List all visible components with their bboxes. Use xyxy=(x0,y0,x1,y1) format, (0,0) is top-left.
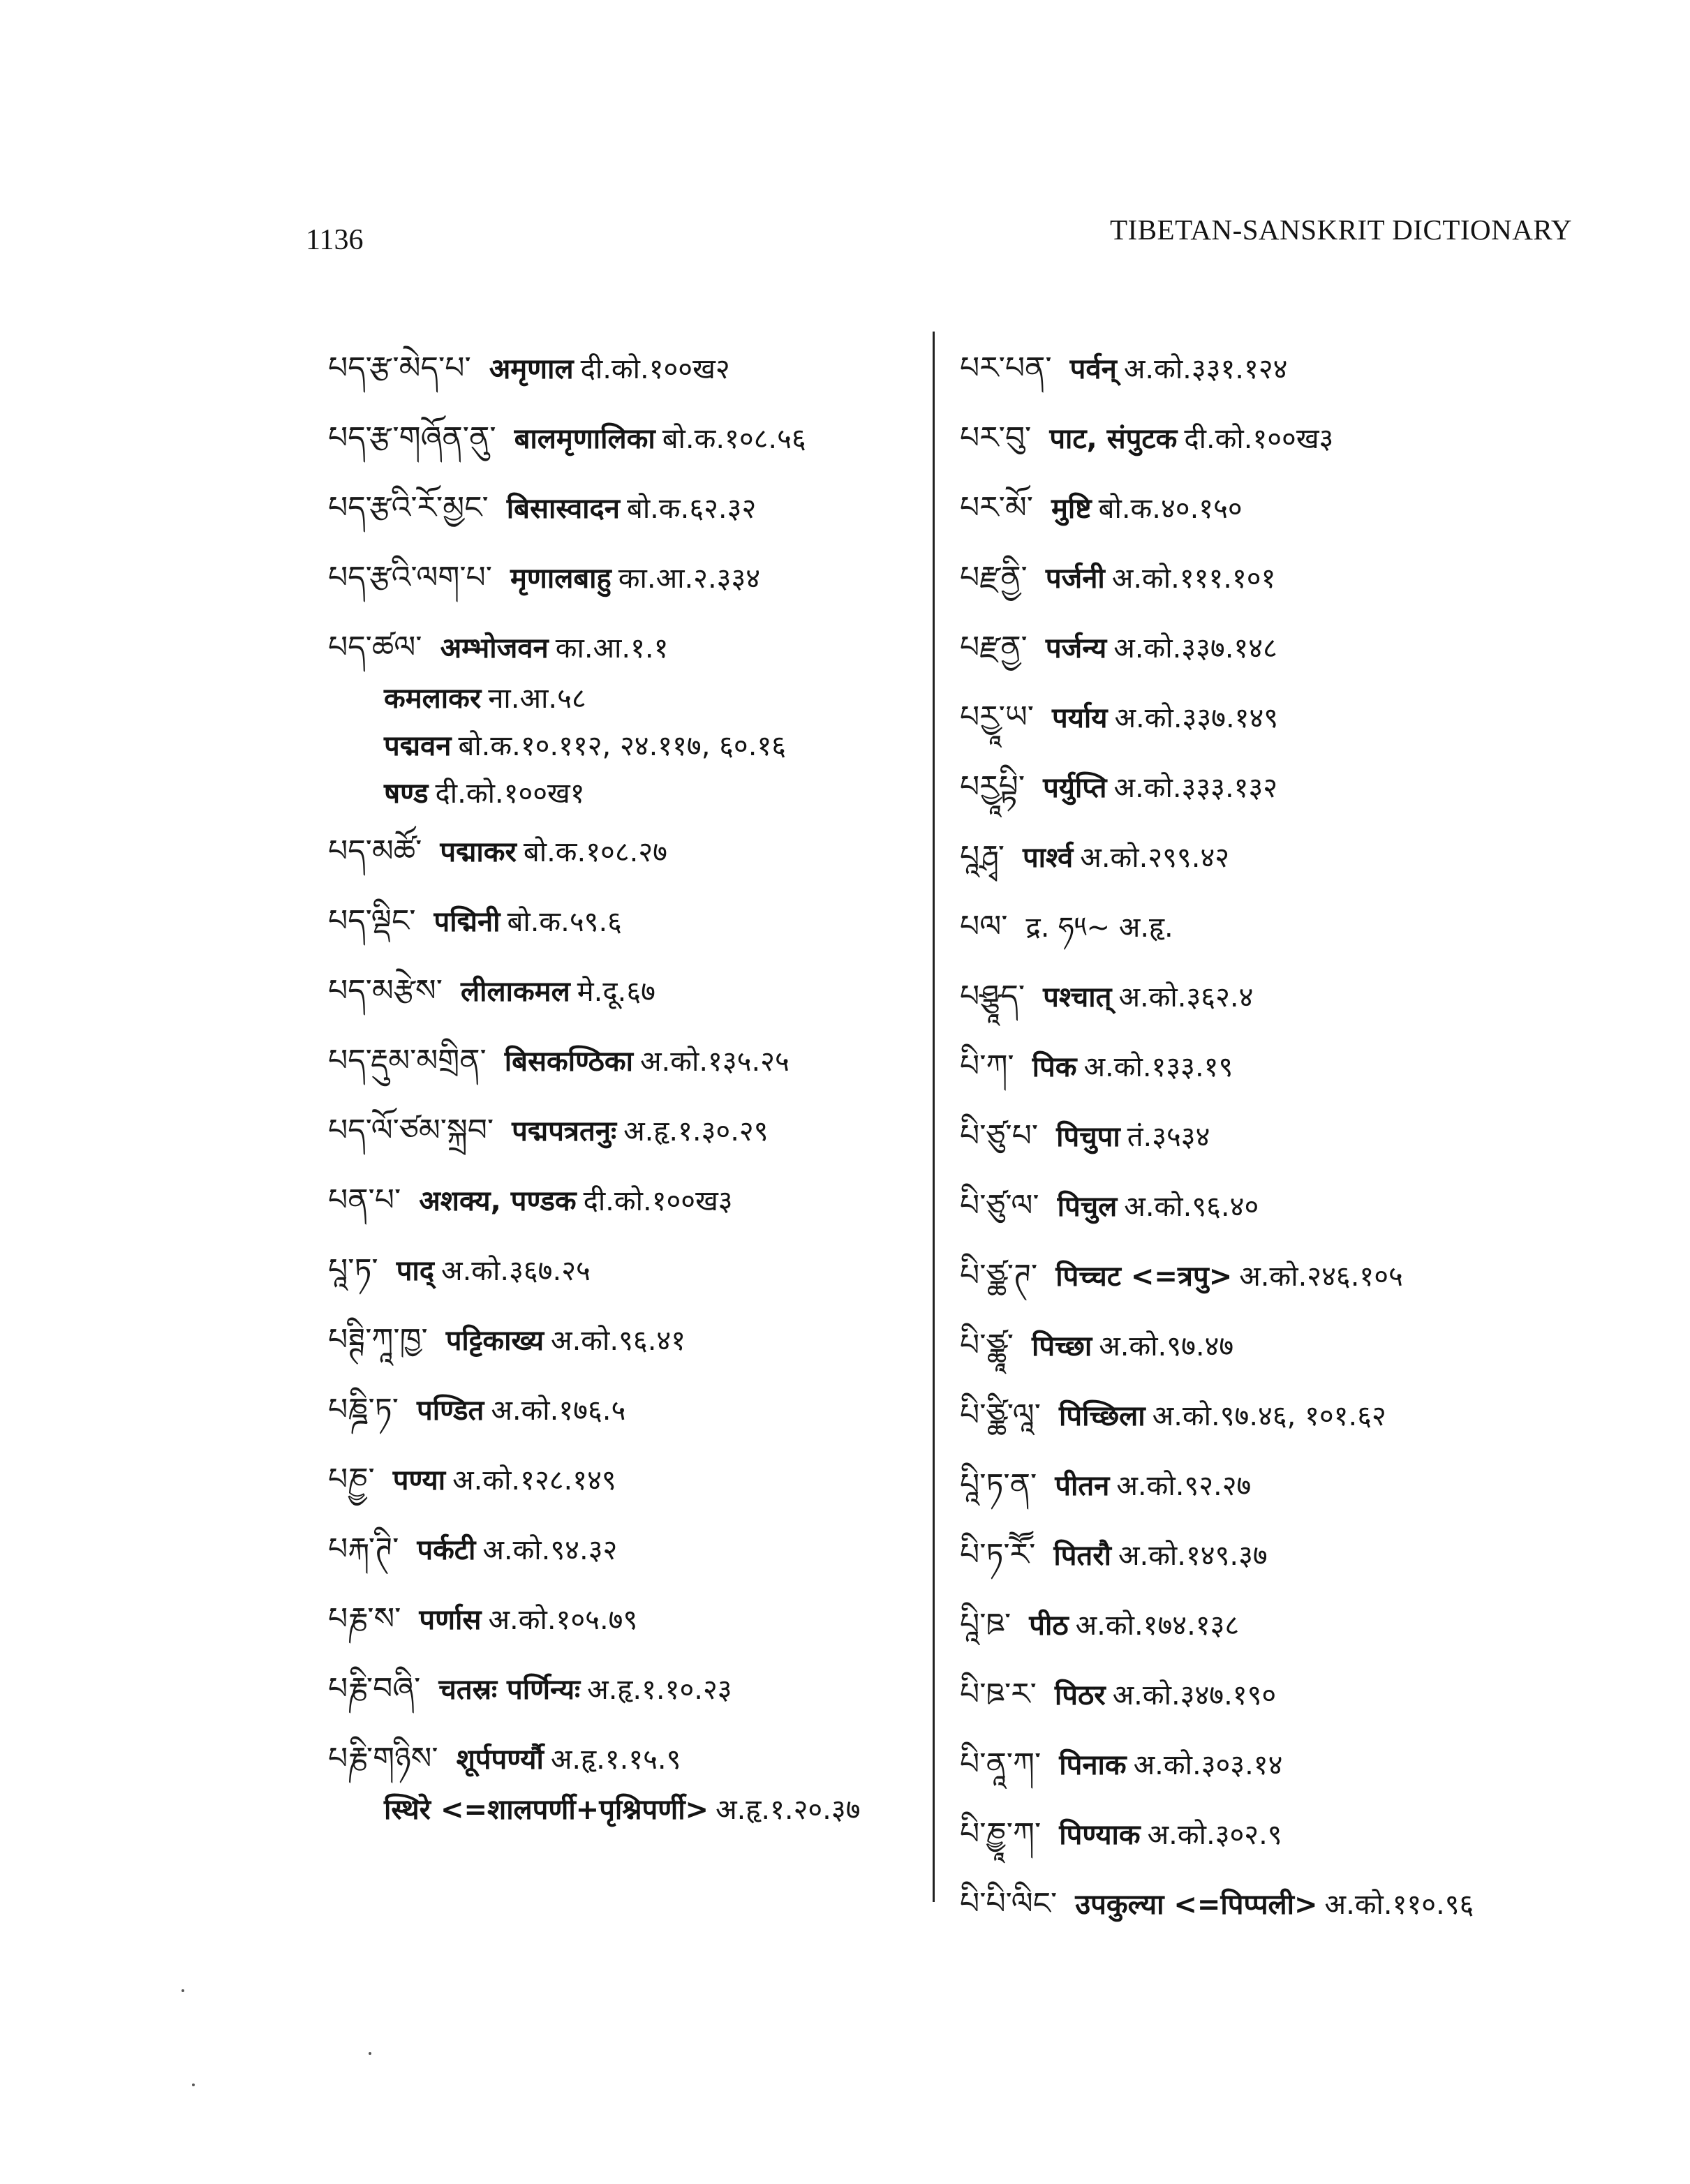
sanskrit-equivalent: पिच्चट <=त्रपु> xyxy=(1055,1261,1233,1293)
sanskrit-equivalent: पण्डित xyxy=(417,1395,484,1427)
tibetan-headword: པི་ཎྱཱ་ཀ་ xyxy=(960,1816,1042,1852)
sanskrit-equivalent: पिनाक xyxy=(1059,1749,1127,1781)
sanskrit-equivalent: लीलाकमल xyxy=(461,976,570,1008)
sanskrit-equivalent: अशक्य, पण्डक xyxy=(419,1185,577,1217)
sanskrit-equivalent: अम्भोजवन xyxy=(440,632,549,664)
right-column-entry xyxy=(960,1311,1581,1381)
sanskrit-equivalent: पिच्छा xyxy=(1032,1330,1092,1362)
source-reference: अ.को.३३७.१४९ xyxy=(1114,702,1279,734)
tibetan-headword: པད་ལོ་ཙམ་སྐྲབ་ xyxy=(328,1113,494,1148)
scan-speck xyxy=(181,1989,184,1992)
right-column-entry xyxy=(960,334,1581,403)
source-reference: का.आ.१.१ xyxy=(555,632,669,664)
source-reference: अ.को.९६.४१ xyxy=(551,1325,686,1357)
left-column-entry xyxy=(328,543,921,613)
right-column-entry xyxy=(960,683,1581,752)
left-column-entry xyxy=(328,613,921,683)
right-column-entry xyxy=(960,1101,1581,1171)
source-reference: अ.को.९७.४६, १०१.६२ xyxy=(1152,1400,1386,1432)
tibetan-headword: པད་མརྩེས་ xyxy=(328,973,443,1009)
sanskrit-equivalent: पार्श्व xyxy=(1022,842,1074,874)
left-column xyxy=(328,334,921,1833)
tibetan-headword: པཤྩཱད་ xyxy=(960,979,1025,1014)
source-reference: अ.को.१३५.२५ xyxy=(639,1046,790,1078)
source-reference: मे.दू.६७ xyxy=(577,976,655,1008)
right-column-entry xyxy=(960,892,1581,962)
sanskrit-equivalent: पश्चात् xyxy=(1043,981,1112,1013)
source-reference: अ.को.३४७.१९० xyxy=(1112,1679,1277,1711)
source-reference: अ.को.१४९.३७ xyxy=(1118,1540,1268,1572)
tibetan-headword: པི་ཋ་ར་ xyxy=(960,1677,1037,1712)
sanskrit-equivalent: पद्मपत्रतनुः xyxy=(512,1115,617,1147)
sanskrit-equivalent: षण्ड xyxy=(384,778,429,810)
tibetan-headword: པད་རྩའི་རོ་མྱང་ xyxy=(328,490,489,526)
sanskrit-equivalent: पद्मवन xyxy=(384,730,452,762)
source-reference: दी.को.१००ख३ xyxy=(583,1185,733,1217)
left-column-entry xyxy=(328,1724,921,1794)
left-column-entry xyxy=(328,334,921,403)
source-reference: अ.को.२९९.४२ xyxy=(1080,842,1230,874)
source-reference: अ.को.१०५.७९ xyxy=(488,1604,638,1636)
left-column-entry xyxy=(328,1166,921,1235)
sanskrit-equivalent: बालमृणालिका xyxy=(514,423,655,455)
source-reference: बो.क.१०.११२, २४.११७, ६०.१६ xyxy=(458,730,787,762)
scan-speck xyxy=(192,2083,195,2086)
source-reference: अ.को.२४६.१०५ xyxy=(1239,1261,1403,1293)
sanskrit-equivalent: पर्वन् xyxy=(1069,353,1117,385)
tibetan-headword: པད་མཚོ་ xyxy=(328,833,422,869)
right-column-entry xyxy=(960,1381,1581,1450)
sanskrit-equivalent: पीतन xyxy=(1055,1470,1110,1502)
left-column-entry xyxy=(328,1026,921,1096)
tibetan-headword: པི་ཙྪི་ལཱ་ xyxy=(960,1397,1041,1433)
left-column-entry xyxy=(328,1235,921,1305)
source-reference: बो.क.५९.६ xyxy=(507,906,622,938)
sanskrit-equivalent: उपकुल्या <=पिप्पली> xyxy=(1075,1889,1318,1921)
source-reference: अ.को.३३३.१३२ xyxy=(1113,772,1278,804)
sanskrit-equivalent: पद्मिनी xyxy=(433,906,501,938)
right-column xyxy=(960,334,1581,1939)
left-column-entry xyxy=(328,1515,921,1584)
left-column-entry xyxy=(328,722,921,769)
right-column-entry xyxy=(960,403,1581,473)
tibetan-headword: པི་ཙྪ་ཊ་ xyxy=(960,1258,1038,1293)
sanskrit-equivalent: बिसास्वादन xyxy=(506,493,620,525)
tibetan-headword: པི་ཙུ་ལ་ xyxy=(960,1188,1039,1224)
tibetan-headword: པད་རྩ་མེད་པ་ xyxy=(328,350,471,386)
tibetan-headword: པར་པན་ xyxy=(960,350,1052,386)
right-column-entry xyxy=(960,1730,1581,1799)
scan-speck xyxy=(369,2052,371,2055)
sanskrit-equivalent: पट्टिकाख्य xyxy=(445,1325,544,1357)
sanskrit-equivalent: अमृणाल xyxy=(489,353,574,385)
sanskrit-equivalent: पर्युप्ति xyxy=(1043,772,1107,804)
tibetan-headword: པཱི་ཏ་ན་ xyxy=(960,1467,1037,1503)
source-reference: बो.क.६२.३२ xyxy=(626,493,757,525)
sanskrit-equivalent: पर्णास xyxy=(419,1604,482,1636)
tibetan-headword: པི་ཙྪཱ་ xyxy=(960,1328,1014,1363)
source-reference: अ.को.१३३.१९ xyxy=(1083,1051,1233,1083)
tibetan-headword: པི་ནཱ་ཀ་ xyxy=(960,1746,1042,1782)
source-reference: बो.क.४०.१५० xyxy=(1098,493,1243,525)
sanskrit-equivalent: पर्याय xyxy=(1052,702,1108,734)
tibetan-headword: པརྫནྱི་ xyxy=(960,560,1028,595)
sanskrit-equivalent: स्थिरे <=शालपर्णी+पृश्निपर्णी> xyxy=(384,1794,709,1826)
source-reference: अ.को.९४.३२ xyxy=(482,1534,618,1566)
sanskrit-equivalent: पीठ xyxy=(1029,1610,1069,1642)
sanskrit-equivalent: पर्कटी xyxy=(417,1534,476,1566)
source-reference: अ.को.१११.१०१ xyxy=(1111,563,1276,595)
tibetan-headword: པད་རྩའི་ལག་པ་ xyxy=(328,560,493,595)
sanskrit-equivalent: पिण्याक xyxy=(1059,1819,1141,1851)
sanskrit-equivalent: पिक xyxy=(1032,1051,1077,1083)
sanskrit-equivalent: पिठर xyxy=(1054,1679,1106,1711)
left-column-entry xyxy=(328,403,921,473)
tibetan-headword: པཎྱ་ xyxy=(328,1462,375,1497)
left-column-entry xyxy=(328,1445,921,1515)
left-column-entry xyxy=(328,1305,921,1375)
sanskrit-equivalent: बिसकण्ठिका xyxy=(504,1046,633,1078)
tibetan-headword: པི་ཙུ་པ་ xyxy=(960,1118,1039,1154)
right-column-entry xyxy=(960,822,1581,892)
source-reference: अ.को.३३७.१४८ xyxy=(1113,632,1277,664)
tibetan-headword: པརྱཱ་ཡ་ xyxy=(960,699,1034,735)
tibetan-headword: པལ་ xyxy=(960,909,1008,944)
right-column-entry xyxy=(960,1590,1581,1660)
sanskrit-equivalent: पिचुल xyxy=(1057,1191,1118,1223)
source-reference: तं.३५३४ xyxy=(1127,1121,1210,1153)
sanskrit-equivalent: पण्या xyxy=(392,1464,446,1496)
sanskrit-equivalent: कमलाकर xyxy=(384,683,482,715)
sanskrit-equivalent: मृणालबाहु xyxy=(510,563,611,595)
right-column-entry xyxy=(960,1660,1581,1730)
left-column-entry xyxy=(328,1584,921,1654)
right-column-entry xyxy=(960,543,1581,613)
tibetan-headword: པི་ཀ་ xyxy=(960,1048,1014,1084)
tibetan-headword: པརྫནྱ་ xyxy=(960,630,1028,665)
source-reference: अ.को.३०३.१४ xyxy=(1133,1749,1283,1781)
source-reference: बो.क.१०८.२७ xyxy=(523,836,667,868)
tibetan-headword: པར་བུ་ xyxy=(960,420,1032,456)
left-column-entry xyxy=(328,886,921,956)
left-column-entry xyxy=(328,1654,921,1724)
sanskrit-equivalent: चतस्रः पर्णिन्यः xyxy=(438,1674,581,1706)
tibetan-headword: པརྞི་གཉིས་ xyxy=(328,1741,438,1776)
source-reference: अ.को.३०२.९ xyxy=(1147,1819,1282,1851)
tibetan-headword: པི་པི་ལིང་ xyxy=(960,1886,1058,1922)
tibetan-headword: པཊྚི་ཀཱ་ཁྱ་ xyxy=(328,1322,428,1358)
left-column-entry xyxy=(328,817,921,886)
right-column-entry xyxy=(960,613,1581,683)
tibetan-headword: པན་པ་ xyxy=(328,1182,401,1218)
source-reference: अ.हृ.१.३०.२९ xyxy=(623,1115,769,1147)
tibetan-headword: པད་ལྡིང་ xyxy=(328,903,416,939)
right-column-entry xyxy=(960,1032,1581,1101)
source-reference: द्र. ཧ༥~ अ.हृ. xyxy=(1025,912,1173,944)
tibetan-headword: པཱརྴྭ་ xyxy=(960,839,1005,875)
source-reference: अ.को.९६.४० xyxy=(1124,1191,1259,1223)
left-column-entry xyxy=(328,1785,921,1833)
tibetan-headword: པད་རྡུམ་མགྲིན་ xyxy=(328,1043,487,1078)
right-column-entry xyxy=(960,1171,1581,1241)
tibetan-headword: པརྞི་བཞི་ xyxy=(328,1671,421,1707)
source-reference: अ.हृ.१.२०.३७ xyxy=(716,1794,861,1826)
right-column-entry xyxy=(960,962,1581,1032)
tibetan-headword: པཱ་ཏ་ xyxy=(328,1252,378,1288)
source-reference: अ.हृ.१.१५.९ xyxy=(550,1744,681,1776)
source-reference: बो.क.१०८.५६ xyxy=(662,423,806,455)
source-reference: अ.को.९७.४७ xyxy=(1099,1330,1234,1362)
source-reference: ना.आ.५८ xyxy=(488,683,586,715)
right-column-entry xyxy=(960,1869,1581,1939)
sanskrit-equivalent: पर्जन्य xyxy=(1045,632,1107,664)
sanskrit-equivalent: पिचुपा xyxy=(1056,1121,1120,1153)
right-column-entry xyxy=(960,473,1581,543)
tibetan-headword: པད་རྩ་གཞོན་ནུ་ xyxy=(328,420,496,456)
tibetan-headword: པད་ཚལ་ xyxy=(328,630,422,665)
source-reference: अ.को.३६७.२५ xyxy=(441,1255,591,1287)
column-divider xyxy=(933,332,935,1902)
left-column-entry xyxy=(328,473,921,543)
source-reference: अ.को.९२.२७ xyxy=(1116,1470,1252,1502)
source-reference: अ.को.१२८.१४९ xyxy=(452,1464,616,1496)
source-reference: का.आ.२.३३४ xyxy=(618,563,761,595)
sanskrit-equivalent: पर्जनी xyxy=(1045,563,1105,595)
sanskrit-equivalent: पाट, संपुटक xyxy=(1049,423,1178,455)
left-column-entry xyxy=(328,1375,921,1445)
sanskrit-equivalent: पिच्छिला xyxy=(1058,1400,1146,1432)
sanskrit-equivalent: शूर्पपर्ण्यौ xyxy=(456,1744,544,1776)
tibetan-headword: པི་ཏ་རཽ་ xyxy=(960,1537,1036,1573)
sanskrit-equivalent: मुष्टि xyxy=(1051,493,1092,525)
source-reference: अ.को.१७४.१३८ xyxy=(1075,1610,1240,1642)
running-head: TIBETAN-SANSKRIT DICTIONARY xyxy=(1110,214,1573,246)
right-column-entry xyxy=(960,1450,1581,1520)
tibetan-headword: པརྞ་ས་ xyxy=(328,1601,401,1637)
left-column-entry xyxy=(328,956,921,1026)
sanskrit-equivalent: पितरौ xyxy=(1053,1540,1111,1572)
source-reference: अ.को.१७६.५ xyxy=(491,1395,626,1427)
source-reference: अ.को.३६२.४ xyxy=(1118,981,1254,1013)
source-reference: दी.को.१००ख२ xyxy=(580,353,730,385)
left-column-entry xyxy=(328,674,921,722)
source-reference: अ.को.११०.९६ xyxy=(1324,1889,1474,1921)
sanskrit-equivalent: पाद् xyxy=(396,1255,435,1287)
left-column-entry xyxy=(328,1096,921,1166)
source-reference: दी.को.१००ख१ xyxy=(435,778,585,810)
tibetan-headword: པཎྜི་ཏ་ xyxy=(328,1392,399,1427)
tibetan-headword: པརྐ་ཊི་ xyxy=(328,1531,399,1567)
page-number: 1136 xyxy=(306,224,364,256)
right-column-entry xyxy=(960,1241,1581,1311)
right-column-entry xyxy=(960,752,1581,822)
source-reference: अ.हृ.१.१०.२३ xyxy=(587,1674,732,1706)
tibetan-headword: པརྱཱཔྟི་ xyxy=(960,769,1025,805)
source-reference: दी.को.१००ख३ xyxy=(1184,423,1334,455)
tibetan-headword: པཱི་ཋ་ xyxy=(960,1607,1011,1642)
right-column-entry xyxy=(960,1799,1581,1869)
left-column-entry xyxy=(328,769,921,817)
sanskrit-equivalent: पद्माकर xyxy=(440,836,517,868)
right-column-entry xyxy=(960,1520,1581,1590)
source-reference: अ.को.३३१.१२४ xyxy=(1123,353,1288,385)
tibetan-headword: པར་མོ་ xyxy=(960,490,1033,526)
